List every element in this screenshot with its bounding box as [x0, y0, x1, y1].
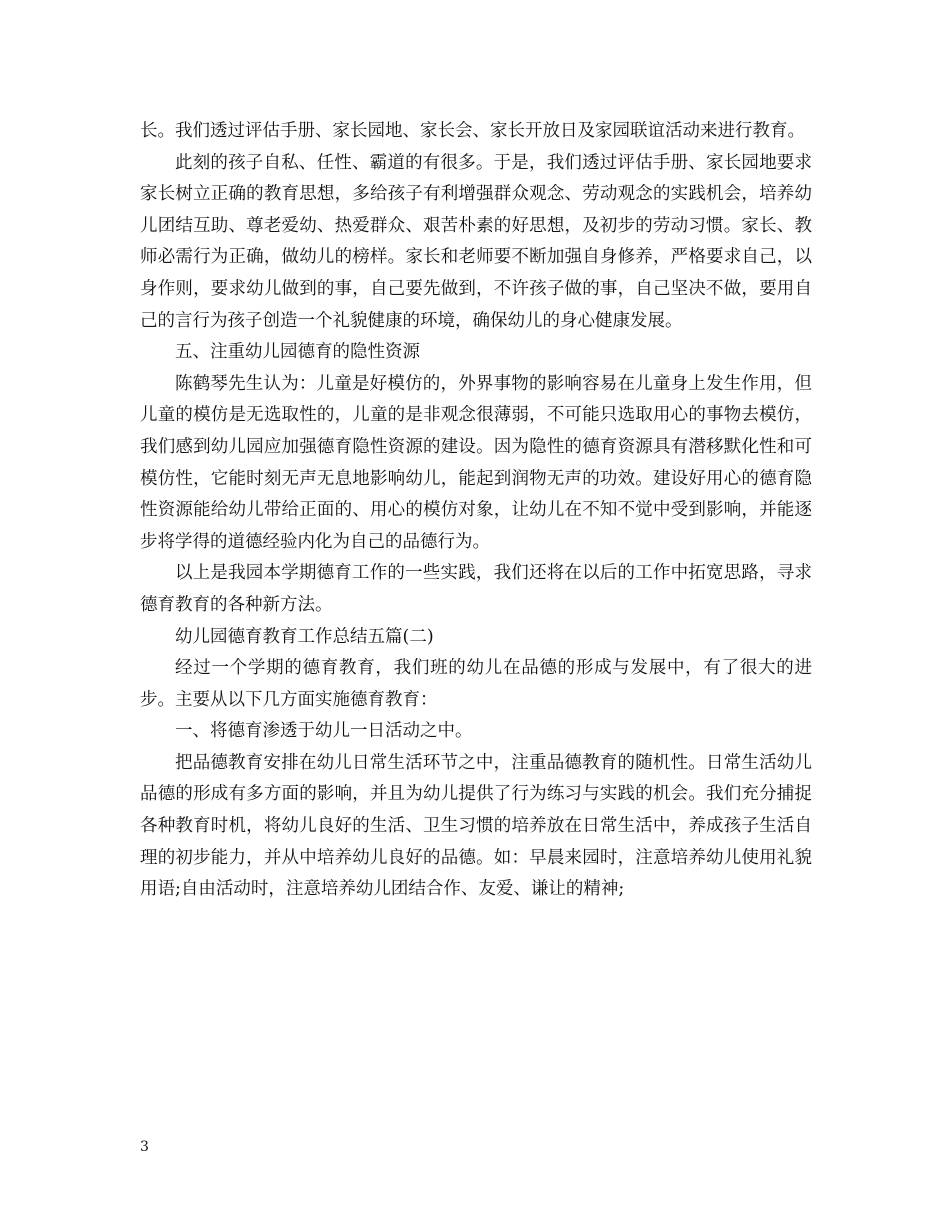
paragraph-5: 经过一个学期的德育教育，我们班的幼儿在品德的形成与发展中，有了很大的进步。主要从以下几方面实施德育教育： — [140, 658, 812, 710]
page-number: 3 — [140, 1139, 149, 1155]
paragraph-4: 以上是我园本学期德育工作的一些实践，我们还将在以后的工作中拓宽思路，寻求德育教育的各种新方法。 — [140, 563, 812, 615]
paragraph-2: 此刻的孩子自私、任性、霸道的有很多。于是，我们透过评估手册、家长园地要求家长树立正确的教育思想，多给孩子有利增强群众观念、劳动观念的实践机会，培养幼儿团结互助、尊老爱幼、热爱群众、艰苦朴素的好思想，及初步的劳动习惯。家长、教师必需行为正确，做幼儿的榜样。家长和老师要不断加强自身修养，严格要求自己，以身作则，要求幼儿做到的事，自己要先做到，不许孩子做的事，自己坚决不做，要用自己的言行为孩子创造一个礼貌健康的环境，确保幼儿的身心健康发展。 — [140, 152, 812, 331]
section-heading-1: 一、将德育渗透于幼儿一日活动之中。 — [175, 721, 473, 742]
article-title-2: 幼儿园德育教育工作总结五篇(二) — [175, 626, 434, 647]
paragraph-6: 把品德教育安排在幼儿日常生活环节之中，注重品德教育的随机性。日常生活幼儿品德的形成有多方面的影响，并且为幼儿提供了行为练习与实践的机会。我们充分捕捉各种教育时机，将幼儿良好的生活、卫生习惯的培养放在日常生活中，养成孩子生活自理的初步能力，并从中培养幼儿良好的品德。如：早晨来园时，注意培养幼儿使用礼貌用语;自由活动时，注意培养幼儿团结合作、友爱、谦让的精神; — [140, 752, 812, 900]
document-body — [140, 116, 812, 906]
section-heading-5: 五、注重幼儿园德育的隐性资源 — [175, 342, 420, 363]
paragraph-3: 陈鹤琴先生认为：儿童是好模仿的，外界事物的影响容易在儿童身上发生作用，但儿童的模仿是无选取性的，儿童的是非观念很薄弱，不可能只选取用心的事物去模仿，我们感到幼儿园应加强德育隐性资源的建设。因为隐性的德育资源具有潜移默化性和可模仿性，它能时刻无声无息地影响幼儿，能起到润物无声的功效。建设好用心的德育隐性资源能给幼儿带给正面的、用心的模仿对象，让幼儿在不知不觉中受到影响，并能逐步将学得的道德经验内化为自己的品德行为。 — [140, 373, 812, 552]
paragraph-1: 长。我们透过评估手册、家长园地、家长会、家长开放日及家园联谊活动来进行教育。 — [140, 121, 805, 141]
